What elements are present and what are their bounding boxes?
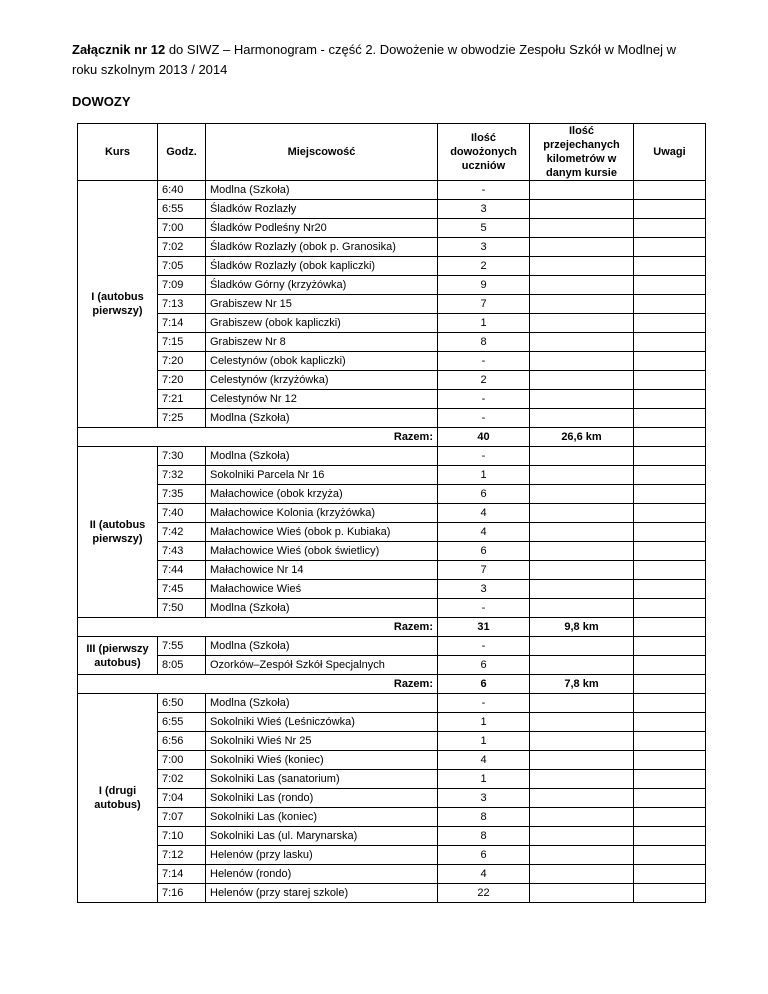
- remarks-cell: [634, 694, 706, 713]
- table-row: [78, 865, 706, 884]
- student-count-cell: 22: [438, 884, 530, 903]
- kurs-cell: I (drugi autobus): [78, 694, 158, 903]
- time-cell: 7:42: [158, 523, 206, 542]
- table-header-row: [78, 124, 706, 181]
- student-count-cell: 4: [438, 523, 530, 542]
- student-count-cell: -: [438, 599, 530, 618]
- km-cell: [530, 371, 634, 390]
- total-student-count: 40: [438, 428, 530, 447]
- remarks-cell: [634, 732, 706, 751]
- km-cell: [530, 542, 634, 561]
- km-cell: [530, 865, 634, 884]
- time-cell: 6:55: [158, 200, 206, 219]
- time-cell: 7:50: [158, 599, 206, 618]
- place-cell: Sokolniki Wieś (koniec): [206, 751, 438, 770]
- table-row: [78, 713, 706, 732]
- total-km: 9,8 km: [530, 618, 634, 637]
- student-count-cell: 1: [438, 732, 530, 751]
- table-row: [78, 219, 706, 238]
- table-row: [78, 466, 706, 485]
- table-row: [78, 504, 706, 523]
- place-cell: Celestynów Nr 12: [206, 390, 438, 409]
- remarks-cell: [634, 580, 706, 599]
- table-body: [78, 181, 706, 903]
- table-row: [78, 371, 706, 390]
- table-row: [78, 314, 706, 333]
- remarks-cell: [634, 865, 706, 884]
- remarks-cell: [634, 314, 706, 333]
- student-count-cell: 3: [438, 580, 530, 599]
- remarks-cell: [634, 371, 706, 390]
- student-count-cell: 3: [438, 789, 530, 808]
- km-cell: [530, 257, 634, 276]
- student-count-cell: -: [438, 409, 530, 428]
- place-cell: Małachowice Kolonia (krzyżówka): [206, 504, 438, 523]
- total-km: 7,8 km: [530, 675, 634, 694]
- student-count-cell: -: [438, 694, 530, 713]
- student-count-cell: 3: [438, 238, 530, 257]
- place-cell: Małachowice (obok krzyża): [206, 485, 438, 504]
- student-count-cell: 4: [438, 751, 530, 770]
- place-cell: Sokolniki Parcela Nr 16: [206, 466, 438, 485]
- time-cell: 7:20: [158, 352, 206, 371]
- table-row: [78, 827, 706, 846]
- km-cell: [530, 751, 634, 770]
- place-cell: Sokolniki Las (koniec): [206, 808, 438, 827]
- km-cell: [530, 352, 634, 371]
- table-row: [78, 257, 706, 276]
- place-cell: Modlna (Szkoła): [206, 694, 438, 713]
- km-cell: [530, 409, 634, 428]
- remarks-cell: [634, 390, 706, 409]
- place-cell: Celestynów (obok kapliczki): [206, 352, 438, 371]
- table-row: [78, 523, 706, 542]
- total-km: 26,6 km: [530, 428, 634, 447]
- remarks-cell: [634, 637, 706, 656]
- km-cell: [530, 884, 634, 903]
- time-cell: 6:56: [158, 732, 206, 751]
- time-cell: 7:21: [158, 390, 206, 409]
- table-row: [78, 637, 706, 656]
- student-count-cell: -: [438, 637, 530, 656]
- time-cell: 7:14: [158, 865, 206, 884]
- student-count-cell: 8: [438, 827, 530, 846]
- column-header-kurs: Kurs: [78, 124, 158, 181]
- km-cell: [530, 599, 634, 618]
- km-cell: [530, 504, 634, 523]
- table-row: [78, 656, 706, 675]
- remarks-cell: [634, 466, 706, 485]
- time-cell: 7:15: [158, 333, 206, 352]
- remarks-cell: [634, 333, 706, 352]
- column-header-godz: Godz.: [158, 124, 206, 181]
- remarks-cell: [634, 200, 706, 219]
- total-remarks-cell: [634, 428, 706, 447]
- remarks-cell: [634, 884, 706, 903]
- time-cell: 7:10: [158, 827, 206, 846]
- time-cell: 7:12: [158, 846, 206, 865]
- time-cell: 7:40: [158, 504, 206, 523]
- student-count-cell: -: [438, 181, 530, 200]
- student-count-cell: 1: [438, 713, 530, 732]
- remarks-cell: [634, 181, 706, 200]
- table-row: [78, 694, 706, 713]
- table-row: [78, 770, 706, 789]
- remarks-cell: [634, 238, 706, 257]
- student-count-cell: 6: [438, 485, 530, 504]
- remarks-cell: [634, 257, 706, 276]
- place-cell: Grabiszew Nr 15: [206, 295, 438, 314]
- table-row: [78, 599, 706, 618]
- place-cell: Helenów (przy lasku): [206, 846, 438, 865]
- time-cell: 7:55: [158, 637, 206, 656]
- km-cell: [530, 656, 634, 675]
- place-cell: Modlna (Szkoła): [206, 409, 438, 428]
- remarks-cell: [634, 447, 706, 466]
- remarks-cell: [634, 789, 706, 808]
- remarks-cell: [634, 523, 706, 542]
- time-cell: 7:44: [158, 561, 206, 580]
- total-row: [78, 428, 706, 447]
- student-count-cell: 1: [438, 466, 530, 485]
- place-cell: Małachowice Wieś (obok p. Kubiaka): [206, 523, 438, 542]
- km-cell: [530, 827, 634, 846]
- schedule-table: [77, 123, 706, 903]
- student-count-cell: 6: [438, 846, 530, 865]
- remarks-cell: [634, 485, 706, 504]
- place-cell: Grabiszew Nr 8: [206, 333, 438, 352]
- remarks-cell: [634, 409, 706, 428]
- time-cell: 7:05: [158, 257, 206, 276]
- table-row: [78, 333, 706, 352]
- km-cell: [530, 333, 634, 352]
- table-row: [78, 808, 706, 827]
- table-row: [78, 580, 706, 599]
- km-cell: [530, 314, 634, 333]
- place-cell: Sokolniki Las (rondo): [206, 789, 438, 808]
- time-cell: 7:02: [158, 238, 206, 257]
- table-row: [78, 390, 706, 409]
- km-cell: [530, 713, 634, 732]
- place-cell: Sokolniki Las (ul. Marynarska): [206, 827, 438, 846]
- remarks-cell: [634, 276, 706, 295]
- student-count-cell: 2: [438, 371, 530, 390]
- remarks-cell: [634, 599, 706, 618]
- km-cell: [530, 732, 634, 751]
- total-label: Razem:: [78, 675, 438, 694]
- remarks-cell: [634, 808, 706, 827]
- time-cell: 7:07: [158, 808, 206, 827]
- km-cell: [530, 770, 634, 789]
- column-header-miejscowosc: Miejscowość: [206, 124, 438, 181]
- km-cell: [530, 181, 634, 200]
- student-count-cell: 6: [438, 542, 530, 561]
- student-count-cell: -: [438, 447, 530, 466]
- km-cell: [530, 561, 634, 580]
- km-cell: [530, 808, 634, 827]
- table-row: [78, 561, 706, 580]
- place-cell: Helenów (rondo): [206, 865, 438, 884]
- student-count-cell: 8: [438, 333, 530, 352]
- place-cell: Śladków Rozlazły (obok kapliczki): [206, 257, 438, 276]
- remarks-cell: [634, 827, 706, 846]
- total-student-count: 6: [438, 675, 530, 694]
- place-cell: Małachowice Wieś: [206, 580, 438, 599]
- total-remarks-cell: [634, 618, 706, 637]
- time-cell: 7:45: [158, 580, 206, 599]
- km-cell: [530, 637, 634, 656]
- student-count-cell: 4: [438, 865, 530, 884]
- kurs-cell: II (autobus pierwszy): [78, 447, 158, 618]
- place-cell: Śladków Górny (krzyżówka): [206, 276, 438, 295]
- table-row: [78, 200, 706, 219]
- table-row: [78, 447, 706, 466]
- student-count-cell: 1: [438, 770, 530, 789]
- student-count-cell: 7: [438, 561, 530, 580]
- time-cell: 7:30: [158, 447, 206, 466]
- total-remarks-cell: [634, 675, 706, 694]
- place-cell: Modlna (Szkoła): [206, 599, 438, 618]
- place-cell: Śladków Podleśny Nr20: [206, 219, 438, 238]
- table-row: [78, 295, 706, 314]
- km-cell: [530, 390, 634, 409]
- remarks-cell: [634, 295, 706, 314]
- remarks-cell: [634, 770, 706, 789]
- table-row: [78, 732, 706, 751]
- time-cell: 7:14: [158, 314, 206, 333]
- time-cell: 7:00: [158, 751, 206, 770]
- km-cell: [530, 447, 634, 466]
- time-cell: 7:16: [158, 884, 206, 903]
- remarks-cell: [634, 656, 706, 675]
- km-cell: [530, 295, 634, 314]
- remarks-cell: [634, 542, 706, 561]
- total-student-count: 31: [438, 618, 530, 637]
- km-cell: [530, 580, 634, 599]
- place-cell: Celestynów (krzyżówka): [206, 371, 438, 390]
- km-cell: [530, 694, 634, 713]
- kurs-cell: III (pierwszy autobus): [78, 637, 158, 675]
- time-cell: 7:00: [158, 219, 206, 238]
- time-cell: 7:25: [158, 409, 206, 428]
- km-cell: [530, 485, 634, 504]
- place-cell: Małachowice Wieś (obok świetlicy): [206, 542, 438, 561]
- time-cell: 7:32: [158, 466, 206, 485]
- total-row: [78, 675, 706, 694]
- table-row: [78, 276, 706, 295]
- time-cell: 7:35: [158, 485, 206, 504]
- remarks-cell: [634, 751, 706, 770]
- column-header-uwagi: Uwagi: [634, 124, 706, 181]
- place-cell: Sokolniki Wieś Nr 25: [206, 732, 438, 751]
- table-row: [78, 181, 706, 200]
- column-header-km: Ilość przejechanych kilometrów w danym kursie: [530, 124, 634, 181]
- table-row: [78, 884, 706, 903]
- place-cell: Ozorków–Zespół Szkół Specjalnych: [206, 656, 438, 675]
- column-header-ilosc: Ilość dowożonych uczniów: [438, 124, 530, 181]
- time-cell: 7:20: [158, 371, 206, 390]
- place-cell: Małachowice Nr 14: [206, 561, 438, 580]
- place-cell: Modlna (Szkoła): [206, 637, 438, 656]
- place-cell: Modlna (Szkoła): [206, 181, 438, 200]
- remarks-cell: [634, 846, 706, 865]
- time-cell: 6:40: [158, 181, 206, 200]
- remarks-cell: [634, 219, 706, 238]
- table-row: [78, 238, 706, 257]
- student-count-cell: 6: [438, 656, 530, 675]
- document-title: [72, 40, 702, 80]
- student-count-cell: -: [438, 352, 530, 371]
- table-row: [78, 542, 706, 561]
- table-row: [78, 409, 706, 428]
- km-cell: [530, 200, 634, 219]
- time-cell: 7:13: [158, 295, 206, 314]
- km-cell: [530, 789, 634, 808]
- remarks-cell: [634, 504, 706, 523]
- student-count-cell: 7: [438, 295, 530, 314]
- km-cell: [530, 276, 634, 295]
- document-title-bold: Załącznik nr 12: [72, 42, 166, 57]
- place-cell: Modlna (Szkoła): [206, 447, 438, 466]
- place-cell: Śladków Rozlazły: [206, 200, 438, 219]
- total-row: [78, 618, 706, 637]
- place-cell: Grabiszew (obok kapliczki): [206, 314, 438, 333]
- student-count-cell: 8: [438, 808, 530, 827]
- document-title-rest: do SIWZ – Harmonogram - część 2. Dowożenie w obwodzie Zespołu Szkół w Modlnej w roku szkolnym 2013 / 2014: [72, 42, 677, 77]
- student-count-cell: 5: [438, 219, 530, 238]
- time-cell: 7:43: [158, 542, 206, 561]
- total-label: Razem:: [78, 618, 438, 637]
- student-count-cell: 3: [438, 200, 530, 219]
- table-row: [78, 751, 706, 770]
- km-cell: [530, 219, 634, 238]
- time-cell: 7:04: [158, 789, 206, 808]
- time-cell: 6:50: [158, 694, 206, 713]
- km-cell: [530, 238, 634, 257]
- table-row: [78, 352, 706, 371]
- time-cell: 6:55: [158, 713, 206, 732]
- student-count-cell: 2: [438, 257, 530, 276]
- table-row: [78, 485, 706, 504]
- student-count-cell: 1: [438, 314, 530, 333]
- remarks-cell: [634, 561, 706, 580]
- table-row: [78, 846, 706, 865]
- km-cell: [530, 466, 634, 485]
- student-count-cell: 4: [438, 504, 530, 523]
- remarks-cell: [634, 713, 706, 732]
- place-cell: Sokolniki Las (sanatorium): [206, 770, 438, 789]
- remarks-cell: [634, 352, 706, 371]
- kurs-cell: I (autobus pierwszy): [78, 181, 158, 428]
- table-row: [78, 789, 706, 808]
- student-count-cell: 9: [438, 276, 530, 295]
- time-cell: 7:02: [158, 770, 206, 789]
- student-count-cell: -: [438, 390, 530, 409]
- total-label: Razem:: [78, 428, 438, 447]
- km-cell: [530, 523, 634, 542]
- place-cell: Śladków Rozlazły (obok p. Granosika): [206, 238, 438, 257]
- time-cell: 7:09: [158, 276, 206, 295]
- place-cell: Sokolniki Wieś (Leśniczówka): [206, 713, 438, 732]
- place-cell: Helenów (przy starej szkole): [206, 884, 438, 903]
- time-cell: 8:05: [158, 656, 206, 675]
- km-cell: [530, 846, 634, 865]
- section-title: DOWOZY: [72, 94, 131, 109]
